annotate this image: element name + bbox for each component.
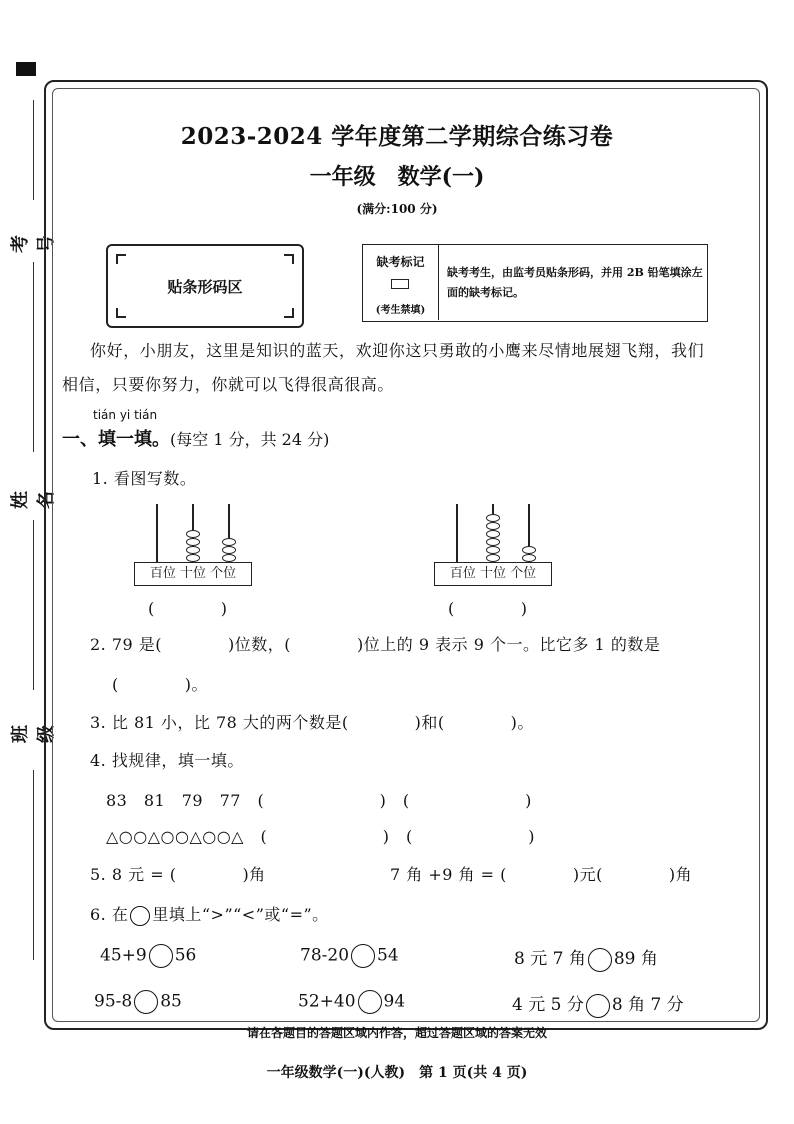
absent-mark-box [362,244,708,322]
intro-line-1: 你好，小朋友，这里是知识的蓝天，欢迎你这只勇敢的小鹰来尽情地展翅飞翔，我们 [90,341,705,360]
compare-circle-icon [130,906,150,926]
question-5-right: 7 角 +9 角 = ( )元( )角 [390,865,693,884]
compare-circle[interactable] [149,944,173,968]
class-line-lower [33,770,34,960]
abacus-left-labels: 百位 十位 个位 [134,562,252,586]
question-4-seq-2: △○○△○○△○○△ ( ) ( ) [106,827,535,846]
absent-instruction: 缺考考生，由监考员贴条形码，并用 2B 铅笔填涂左面的缺考标记。 [447,266,703,299]
exam-no-label: 考号 [10,235,57,253]
page-number: 一年级数学(一)(人教) 第 1 页(共 4 页) [266,1065,528,1081]
absent-note: (考生禁填) [375,305,426,316]
question-1: 1. 看图写数。 [92,469,197,488]
compare-2-1: 95-8 85 [94,990,182,1014]
abacus-left [134,500,252,586]
compare-1-1: 45+9 56 [100,944,196,968]
intro-line-2: 相信，只要你努力，你就可以飞得很高很高。 [62,375,395,394]
question-4-seq-1: 83 81 79 77 ( ) ( ) [106,791,532,810]
compare-circle[interactable] [134,990,158,1014]
exam-subtitle: 一年级 数学(一) [309,164,485,190]
compare-1-3: 8 元 7 角 89 角 [514,944,658,972]
question-6: 6. 在 里填上“>”“<”或“=”。 [90,905,329,924]
question-5-left: 5. 8 元 = ( )角 [90,865,266,884]
question-3: 3. 比 81 小，比 78 大的两个数是( )和( )。 [90,713,534,732]
compare-circle[interactable] [351,944,375,968]
exam-title: 2023-2024 学年度第二学期综合练习卷 [180,123,614,150]
compare-2-2: 52+40 94 [298,990,405,1014]
class-line [33,520,34,690]
section-points: (每空 1 分，共 24 分) [170,430,330,449]
corner-mark [16,62,36,76]
abacus-right-labels: 百位 十位 个位 [434,562,552,586]
class-label: 班级 [10,725,57,743]
section-pinyin: tián yi tián [93,408,158,422]
answer-area-note: 请在各题目的答题区域内作答，超过答题区域的答案无效 [246,1026,547,1040]
name-line [33,262,34,452]
question-2-line-1: 2. 79 是( )位数，( )位上的 9 表示 9 个一。比它多 1 的数是 [90,635,661,654]
absent-checkbox[interactable] [391,279,409,289]
barcode-label: 贴条形码区 [167,278,243,296]
full-score: (满分:100 分) [356,202,438,216]
compare-circle[interactable] [588,948,612,972]
section-heading [62,425,329,451]
compare-2-3: 4 元 5 分 8 角 7 分 [512,990,684,1018]
abacus-right [434,500,552,586]
compare-circle[interactable] [358,990,382,1014]
question-4: 4. 找规律，填一填。 [90,751,244,770]
barcode-area [106,244,304,328]
compare-circle[interactable] [586,994,610,1018]
name-label: 姓名 [10,491,57,509]
question-2-line-2: ( )。 [112,675,208,694]
q1-answer-right[interactable]: ( ) [448,599,528,618]
section-title: 一、填一填。 [62,429,170,450]
compare-1-2: 78-20 54 [300,944,399,968]
absent-label: 缺考标记 [376,255,425,269]
q1-answer-left[interactable]: ( ) [148,599,228,618]
